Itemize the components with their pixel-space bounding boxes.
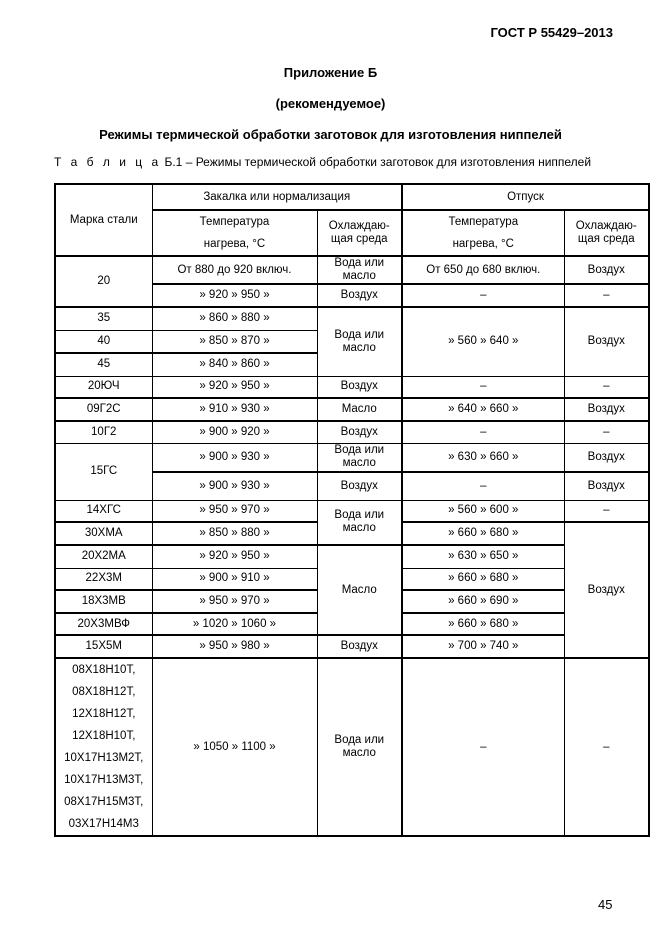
cell-temper-temp: » 660 » 690 » <box>402 590 564 613</box>
table-row <box>55 421 649 443</box>
cell-temper-cool: Воздух <box>564 256 649 284</box>
cell-grade: 20Х2МА <box>55 545 152 568</box>
cell-quench-temp: » 860 » 880 » <box>152 307 317 330</box>
cell-temper-temp: » 640 » 660 » <box>402 398 564 421</box>
header-temper: Отпуск <box>402 184 649 210</box>
cell-quench-temp: » 950 » 970 » <box>152 500 317 522</box>
cell-temper-cool: – <box>564 658 649 836</box>
cell-quench-cool: Воздух <box>317 376 402 398</box>
table-row <box>55 545 649 568</box>
header-temper-cool: Охлаждаю- щая среда <box>564 210 649 256</box>
cell-temper-temp: » 560 » 600 » <box>402 500 564 522</box>
cell-temper-cool: Воздух <box>564 398 649 421</box>
cell-quench-temp: » 900 » 930 » <box>152 472 317 500</box>
cell-temper-cool: Воздух <box>564 522 649 658</box>
cell-quench-temp: » 900 » 910 » <box>152 568 317 590</box>
heat-treatment-table <box>54 183 650 837</box>
cell-grade: 20ЮЧ <box>55 376 152 398</box>
cell-temper-temp: » 630 » 650 » <box>402 545 564 568</box>
header-temper-temp: Температура нагрева, °С <box>402 210 564 256</box>
table-caption <box>54 155 591 169</box>
header-quench-cool: Охлаждаю- щая среда <box>317 210 402 256</box>
cell-quench-temp: » 840 » 860 » <box>152 353 317 376</box>
cell-quench-cool: Воздух <box>317 284 402 307</box>
table-row <box>55 376 649 398</box>
cell-grade: 40 <box>55 330 152 353</box>
cell-quench-temp: » 850 » 880 » <box>152 522 317 545</box>
cell-temper-cool: Воздух <box>564 472 649 500</box>
cell-temper-temp: » 660 » 680 » <box>402 613 564 635</box>
cell-temper-temp: – <box>402 421 564 443</box>
cell-quench-cool: Вода или масло <box>317 658 402 836</box>
cell-grade: 20 <box>55 256 152 307</box>
cell-temper-temp: » 660 » 680 » <box>402 522 564 545</box>
cell-temper-temp: – <box>402 658 564 836</box>
cell-quench-temp: » 920 » 950 » <box>152 284 317 307</box>
appendix-status: (рекомендуемое) <box>275 96 386 111</box>
cell-quench-cool: Воздух <box>317 635 402 658</box>
cell-temper-temp: – <box>402 284 564 307</box>
cell-quench-cool: Вода или масло <box>317 256 402 284</box>
appendix-title: Приложение Б <box>283 65 378 80</box>
cell-temper-cool: – <box>564 421 649 443</box>
cell-temper-temp: – <box>402 376 564 398</box>
cell-quench-cool: Вода или масло <box>317 443 402 472</box>
cell-temper-temp: » 700 » 740 » <box>402 635 564 658</box>
cell-quench-temp: » 850 » 870 » <box>152 330 317 353</box>
cell-quench-temp: » 950 » 980 » <box>152 635 317 658</box>
cell-temper-temp: » 560 » 640 » <box>402 307 564 376</box>
cell-temper-temp: – <box>402 472 564 500</box>
cell-grade: 18Х3МВ <box>55 590 152 613</box>
cell-temper-temp: От 650 до 680 включ. <box>402 256 564 284</box>
cell-grade: 10Г2 <box>55 421 152 443</box>
cell-quench-cool: Воздух <box>317 421 402 443</box>
cell-quench-cool: Вода или масло <box>317 500 402 545</box>
cell-quench-cool: Масло <box>317 398 402 421</box>
cell-quench-temp: » 910 » 930 » <box>152 398 317 421</box>
cell-temper-cool: – <box>564 500 649 522</box>
cell-quench-temp: » 950 » 970 » <box>152 590 317 613</box>
table-caption-text: Б.1 – Режимы термической обработки заготовок для изготовления ниппелей <box>161 155 592 169</box>
cell-quench-temp: » 1050 » 1100 » <box>152 658 317 836</box>
table-caption-prefix: Т а б л и ц а <box>54 155 162 169</box>
table-row <box>55 658 649 836</box>
cell-quench-temp: От 880 до 920 включ. <box>152 256 317 284</box>
cell-temper-cool: Воздух <box>564 307 649 376</box>
cell-grade: 14ХГС <box>55 500 152 522</box>
cell-grade: 30ХМА <box>55 522 152 545</box>
appendix-heading: Режимы термической обработки заготовок для изготовления ниппелей <box>99 127 562 142</box>
cell-quench-cool: Вода или масло <box>317 307 402 376</box>
cell-grade-list: 08Х18Н10Т, 08Х18Н12Т, 12Х18Н12Т, 12Х18Н10Т, 10Х17Н13М2Т, 10Х17Н13М3Т, 08Х17Н15М3Т, 03Х17Н14М3 <box>55 658 152 836</box>
cell-quench-temp: » 920 » 950 » <box>152 376 317 398</box>
cell-quench-cool: Масло <box>317 545 402 635</box>
cell-grade: 45 <box>55 353 152 376</box>
table-row <box>55 256 649 284</box>
cell-quench-temp: » 900 » 920 » <box>152 421 317 443</box>
table-row <box>55 443 649 472</box>
cell-grade: 35 <box>55 307 152 330</box>
table-row <box>55 500 649 522</box>
table-row <box>55 398 649 421</box>
cell-grade: 15ГС <box>55 443 152 500</box>
cell-quench-temp: » 920 » 950 » <box>152 545 317 568</box>
table-row <box>55 307 649 330</box>
header-quench: Закалка или нормализация <box>152 184 402 210</box>
cell-grade: 22Х3М <box>55 568 152 590</box>
cell-grade: 15Х5М <box>55 635 152 658</box>
header-steel-grade: Марка стали <box>55 184 152 256</box>
header-quench-temp: Температура нагрева, °С <box>152 210 317 256</box>
cell-quench-cool: Воздух <box>317 472 402 500</box>
cell-temper-cool: – <box>564 284 649 307</box>
table-row <box>55 635 649 658</box>
cell-temper-temp: » 630 » 660 » <box>402 443 564 472</box>
cell-quench-temp: » 1020 » 1060 » <box>152 613 317 635</box>
cell-temper-cool: Воздух <box>564 443 649 472</box>
page-number: 45 <box>598 897 613 912</box>
standard-number: ГОСТ Р 55429–2013 <box>490 25 613 40</box>
cell-temper-cool: – <box>564 376 649 398</box>
cell-temper-temp: » 660 » 680 » <box>402 568 564 590</box>
cell-grade: 20Х3МВФ <box>55 613 152 635</box>
cell-quench-temp: » 900 » 930 » <box>152 443 317 472</box>
cell-grade: 09Г2С <box>55 398 152 421</box>
